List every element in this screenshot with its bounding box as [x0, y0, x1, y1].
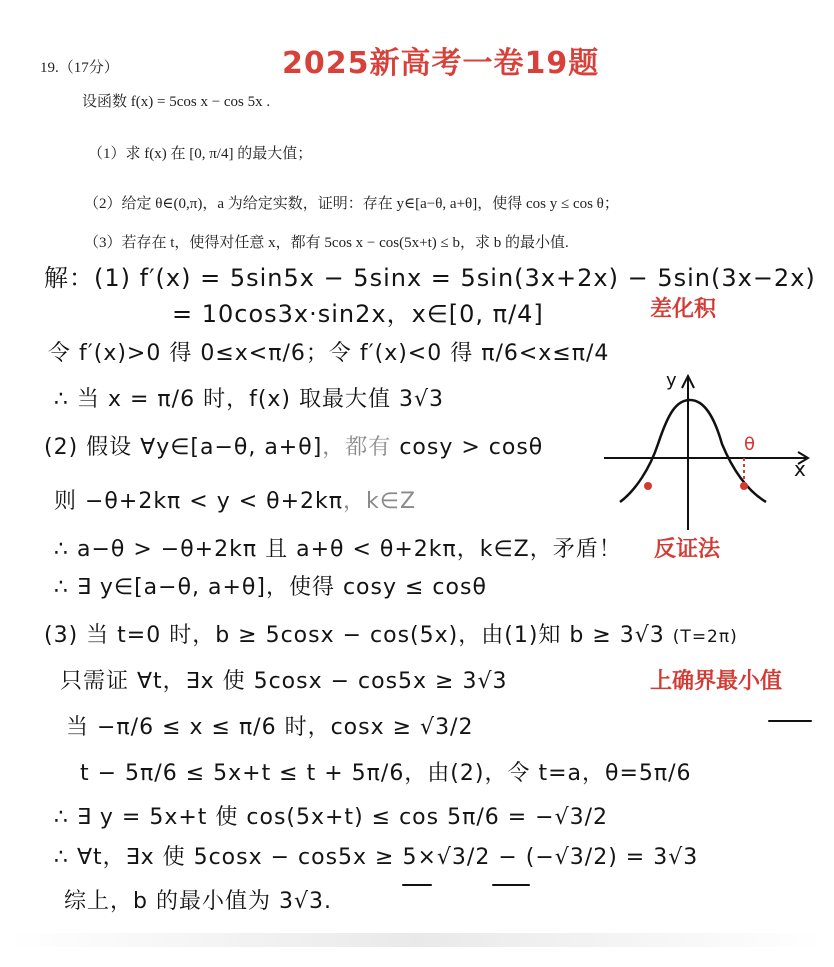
- annotation-proof-by-contradiction: 反证法: [654, 537, 721, 562]
- solution-line-11: 当 −π/6 ≤ x ≤ π/6 时，cosx ≥ √3/2: [66, 715, 474, 740]
- y-axis-label: y: [666, 370, 677, 391]
- solution-line-6-a: 则 −θ+2kπ < y < θ+2kπ: [54, 489, 344, 514]
- minus-theta-point: [644, 482, 652, 490]
- bottom-fade-bar: [0, 929, 834, 951]
- solution-line-1: 解：(1) f′(x) = 5sin5x − 5sinx = 5sin(3x+2x) − 5sin(3x−2x): [44, 264, 816, 292]
- solution-line-9: [44, 618, 738, 649]
- solution-line-13: ∴ ∃ y = 5x+t 使 cos(5x+t) ≤ cos 5π/6 = −√3/2: [54, 805, 609, 830]
- solution-line-5-a: (2) 假设 ∀y∈[a−θ, a+θ]: [44, 435, 323, 460]
- page-title: 2025新高考一卷19题: [282, 46, 600, 81]
- solution-line-10: 只需证 ∀t，∃x 使 5cosx − cos5x ≥ 3√3: [60, 669, 508, 694]
- solution-line-4: ∴ 当 x = π/6 时，f(x) 取最大值 3√3: [54, 387, 445, 412]
- theta-point: [740, 482, 748, 490]
- solution-line-15: 综上，b 的最小值为 3√3.: [64, 889, 332, 914]
- theta-label: θ: [744, 434, 756, 455]
- solution-line-7: ∴ a−θ > −θ+2kπ 且 a+θ < θ+2kπ，k∈Z，矛盾！: [54, 537, 622, 562]
- solution-line-6: [54, 484, 416, 515]
- annotation-supremum: 上确界最小值: [650, 669, 783, 694]
- problem-part-2: （2）给定 θ∈(0,π)，a 为给定实数，证明：存在 y∈[a−θ, a+θ]，使得 cos y ≤ cos θ；: [84, 196, 619, 212]
- annotation-sum-to-product: 差化积: [650, 297, 717, 322]
- solution-line-5-c: cosy > cosθ: [399, 435, 544, 460]
- solution-line-3: 令 f′(x)>0 得 0≤x<π/6；令 f′(x)<0 得 π/6<x≤π/4: [48, 341, 610, 366]
- bottom-fade-fill: [10, 933, 824, 947]
- x-axis-label: x: [794, 457, 806, 481]
- problem-part-1: （1）求 f(x) 在 [0, π/4] 的最大值；: [88, 146, 313, 162]
- problem-number: 19.（17分）: [40, 60, 119, 76]
- solution-line-8: ∴ ∃ y∈[a−θ, a+θ]，使得 cosy ≤ cosθ: [54, 575, 487, 600]
- cosine-graph: [596, 364, 818, 532]
- period-note: (T=2π): [672, 627, 738, 647]
- problem-part-3: （3）若存在 t，使得对任意 x，都有 5cos x − cos(5x+t) ≤ b，求 b 的最小值.: [84, 235, 569, 251]
- stray-mark: [768, 720, 812, 722]
- stray-mark: [402, 884, 432, 886]
- solution-line-6-b: ，k∈Z: [343, 489, 417, 514]
- problem-intro: 设函数 f(x) = 5cos x − cos 5x .: [82, 94, 271, 110]
- solution-line-2: = 10cos3x·sin2x，x∈[0, π/4]: [172, 300, 544, 328]
- solution-line-14: ∴ ∀t，∃x 使 5cosx − cos5x ≥ 5×√3/2 − (−√3/2) = 3√3: [54, 845, 699, 870]
- solution-line-9-a: (3) 当 t=0 时，b ≥ 5cosx − cos(5x)，由(1)知 b ≥ 3√3: [44, 623, 665, 648]
- solution-line-5: [44, 430, 543, 461]
- solution-line-5-b: ，都有: [322, 435, 392, 460]
- solution-line-12: t − 5π/6 ≤ 5x+t ≤ t + 5π/6，由(2)，令 t=a，θ=5π/6: [80, 761, 692, 786]
- stray-mark: [492, 884, 530, 886]
